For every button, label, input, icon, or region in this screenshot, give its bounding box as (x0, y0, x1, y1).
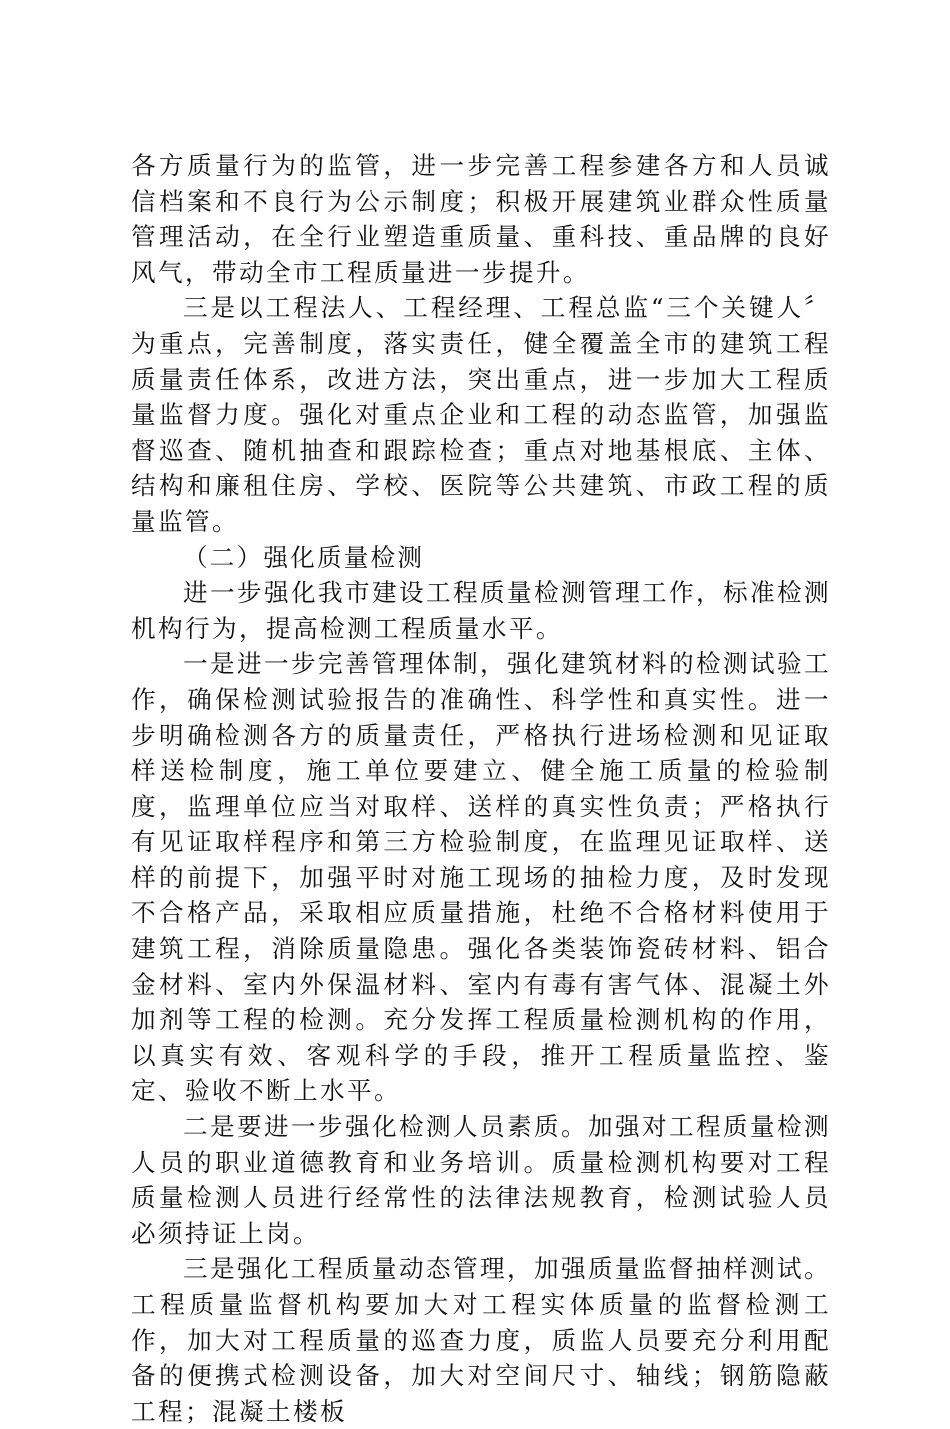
paragraph-management-system: 一是进一步完善管理体制，强化建筑材料的检测试验工作，确保检测试验报告的准确性、科学性和真实性。进一步明确检测各方的质量责任，严格执行进场检测和见证取样送检制度，施工单位要建立、健全施工质量的检验制度，监理单位应当对取样、送样的真实性负责；严格执行有见证取样程序和第三方检验制度，在监理见证取样、送样的前提下，加强平时对施工现场的抽检力度，及时发现不合格产品，采取相应质量措施，杜绝不合格材料使用于建筑工程，消除质量隐患。强化各类装饰瓷砖材料、铝合金材料、室内外保温材料、室内有毒有害气体、混凝土外加剂等工程的检测。充分发挥工程质量检测机构的作用，以真实有效、客观科学的手段，推开工程质量监控、鉴定、验收不断上水平。 (131, 649, 831, 1106)
document-body (131, 148, 831, 1429)
paragraph-testing-intro: 进一步强化我市建设工程质量检测管理工作，标准检测机构行为，提高检测工程质量水平。 (131, 578, 831, 643)
paragraph-dynamic-management: 三是强化工程质量动态管理，加强质量监督抽样测试。工程质量监督机构要加大对工程实体质量的监督检测工作，加大对工程质量的巡查力度，质监人员要充分利用配备的便携式检测设备，加大对空间尺寸、轴线；钢筋隐蔽工程；混凝土楼板 (131, 1254, 831, 1426)
paragraph-supervision-continued: 各方质量行为的监管，进一步完善工程参建各方和人员诚信档案和不良行为公示制度；积极开展建筑业群众性质量管理活动，在全行业塑造重质量、重科技、重品牌的良好风气，带动全市工程质量进一步提升。 (131, 151, 831, 287)
paragraph-three-key-persons: 三是以工程法人、工程经理、工程总监“三个关键人〞为重点，完善制度，落实责任，健全覆盖全市的建筑工程质量责任体系，改进方法，突出重点，进一步加大工程质量监督力度。强化对重点企业和工程的动态监管，加强监督巡查、随机抽查和跟踪检查；重点对地基根底、主体、结构和廉租住房、学校、医院等公共建筑、市政工程的质量监管。 (131, 293, 831, 536)
paragraph-personnel-quality: 二是要进一步强化检测人员素质。加强对工程质量检测人员的职业道德教育和业务培训。质量检测机构要对工程质量检测人员进行经常性的法律法规教育，检测试验人员必须持证上岗。 (131, 1112, 831, 1248)
section-heading-quality-testing: （二）强化质量检测 (183, 542, 425, 572)
